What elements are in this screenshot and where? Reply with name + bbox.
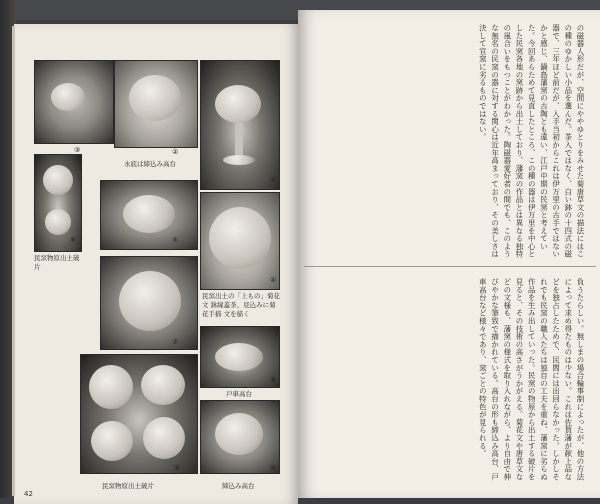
page-number: 42 xyxy=(24,490,33,498)
photo-number: ③ xyxy=(74,146,81,154)
photo-3 xyxy=(34,60,114,144)
photo-number: ① xyxy=(270,176,277,184)
photo-caption: 永底は締込み高台 xyxy=(124,160,176,168)
photo-number: ⑦ xyxy=(172,338,179,346)
photo-2 xyxy=(114,60,198,148)
photo-caption: 民窯物原出土破片 xyxy=(34,254,80,271)
right-page xyxy=(298,10,600,498)
photo-number: ⑤ xyxy=(172,236,179,244)
photo-7 xyxy=(100,256,198,350)
photo-number: ⑨ xyxy=(174,464,181,472)
photo-number: ⑥ xyxy=(70,236,77,244)
photo-number: ② xyxy=(172,148,179,156)
photo-caption: 民窯物原出土破片 xyxy=(102,482,154,490)
photo-caption: 戸車高台 xyxy=(226,390,252,398)
photo-caption: 締込み高台 xyxy=(222,482,255,490)
upper-text: の磁器人形だが、空間にややゆとりをみせた菊唐草文の描法にはこの種のゆかしい小品を選んだ。茶入ではなく、白い鉢の十四式の磁器で、三年ほど前だが、入手当初からこれは伊万里の古手ではないかと感じ、鍋島藩窯の古陶とも違い、江戸中期の民窯と考えていた。今回あらためて見直したところ、この種の器は伊万里を中心とした民窯各地の窯跡から出土しており、藩窯の作品とは異なる独特の風合いをもつことがわかった。陶磁器愛好者の間でも、このような無名の民窯の器に対する関心は近年高まっており、その美しさは決して官窯に劣るものではない。 xyxy=(478,24,585,258)
lower-text: 負うたらしい。無しまの場合輪事制によったが、他の方法によって求め得たものは少ない。これは佐賀藩が献上品などを独占したためで、民間には出回らなかった。しかしそれでも民窯の職人たちは独自の工夫を重ね、藩窯に劣らぬ作品を生み出していった。民窯の物原から出土する破片を見ると、その技術の高さがうかがえる。菊花文や唐草文などの文様も、藩窯の様式を取り入れながら、より自由で伸びやかな筆致で描かれている。高台の形も締込み高台、戸車高台など様々であり、窯ごとの特色が見られる。 xyxy=(478,278,585,481)
photo-9 xyxy=(80,354,198,474)
photo-5 xyxy=(100,180,198,250)
photo-caption: 民窯出土の「上もの」菊花文 鉢縁蓋茶、見込みに菊花手描 文を描く xyxy=(202,292,280,318)
section-rule xyxy=(304,266,596,267)
photo-8 xyxy=(200,326,280,388)
page-edge xyxy=(12,26,15,496)
photo-10 xyxy=(200,400,280,474)
photo-1 xyxy=(200,60,280,190)
photo-number: ⑩ xyxy=(270,464,277,472)
photo-number: ⑧ xyxy=(270,376,277,384)
photo-number: ④ xyxy=(270,276,277,284)
photo-4 xyxy=(200,192,280,290)
left-page xyxy=(14,24,298,504)
